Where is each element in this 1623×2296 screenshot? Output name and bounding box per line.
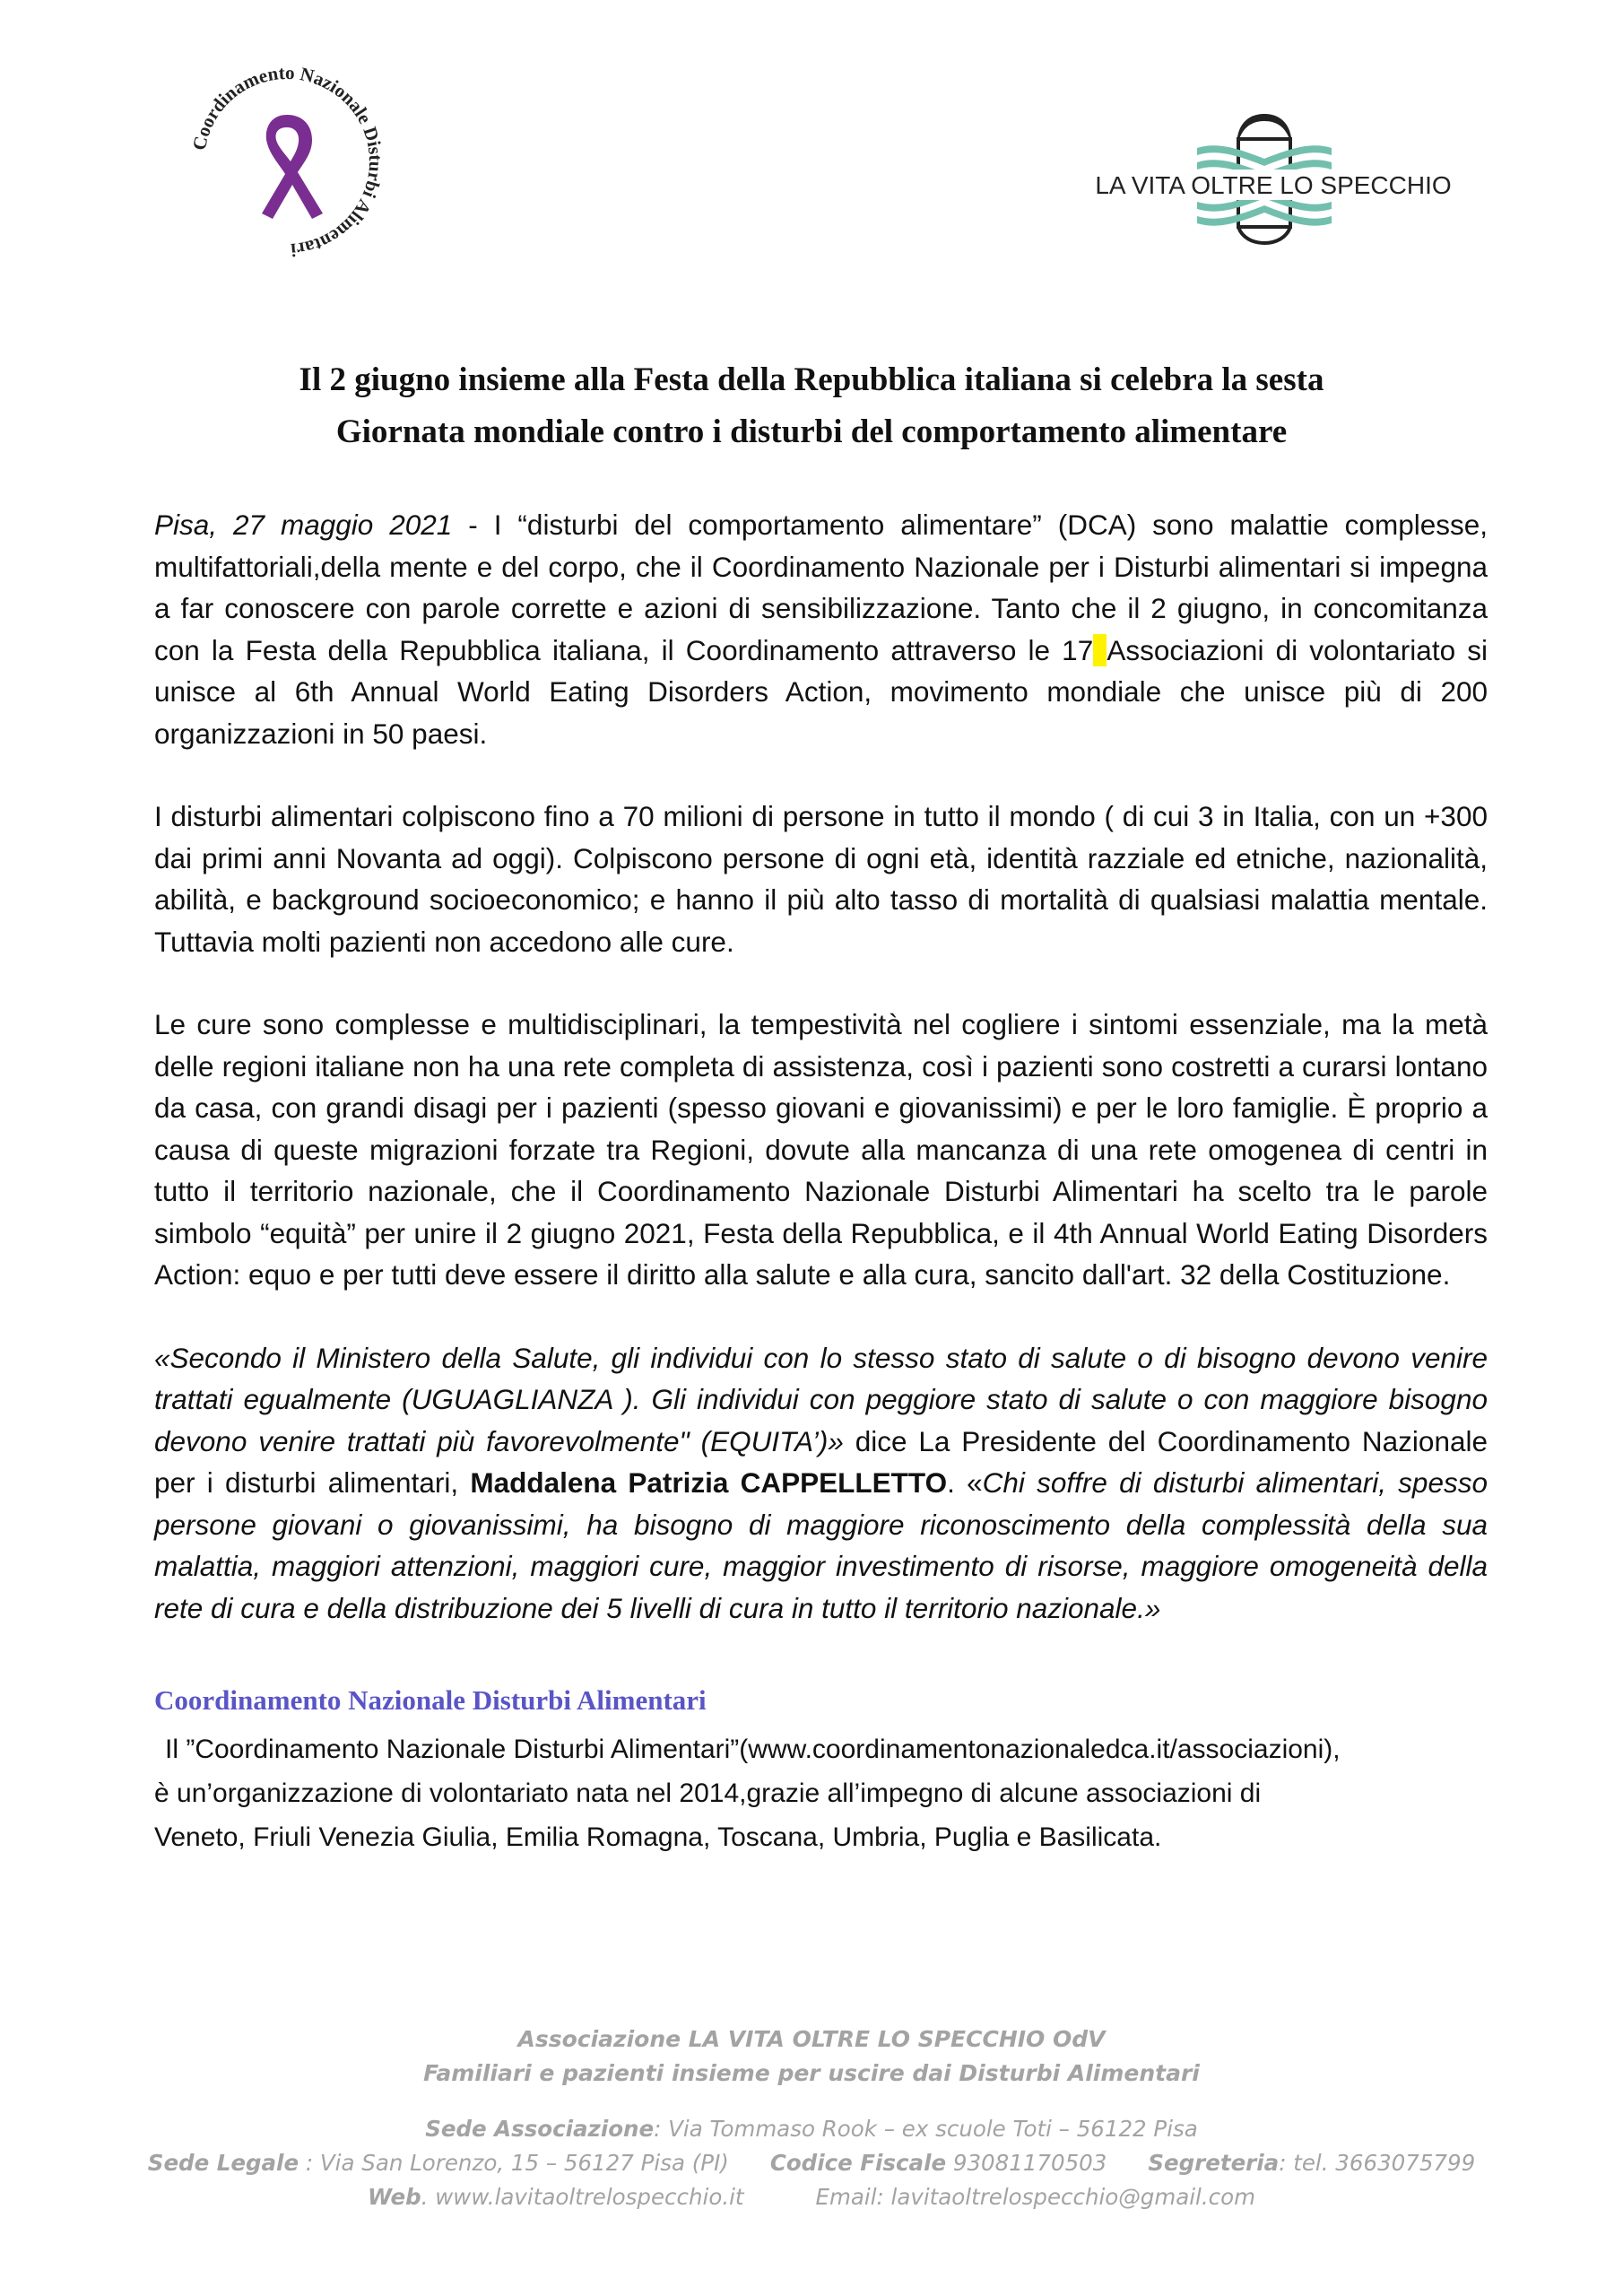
p4-plain: dice La Presidente del Coordinamento Nazionale per i disturbi alimentari, bbox=[154, 1424, 1488, 1499]
p1-text-b: Associazioni di volontariato si unisce al 6th Annual World Eating Disorders Action, movimento mondiale che unisce più di 200 organizzazioni in 50 paesi. bbox=[154, 633, 1488, 750]
la-vita-oltre-lo-specchio-logo bbox=[1081, 103, 1466, 251]
paragraph-4 bbox=[154, 1337, 1488, 1630]
legale-label: Sede Legale bbox=[147, 2150, 299, 2176]
footer-tagline: Familiari e pazienti insieme per uscire dai Disturbi Alimentari bbox=[423, 2060, 1200, 2086]
title-line-2: Giornata mondiale contro i disturbi del comportamento alimentare bbox=[335, 413, 1288, 450]
paragraph-3: Le cure sono complesse e multidisciplinari, la tempestività nel cogliere i sintomi essenziale, ma la metà delle regioni italiane non ha una rete completa di assistenza, così i pazienti sono costretti a curarsi lontano da casa, con grandi disagi per i pazienti (spesso giovani e giovanissimi) e per le loro famiglie. È proprio a causa di queste migrazioni forzate tra Regioni, dovute alla mancanza di una rete omogenea di centri in tutto il territorio nazionale, che il Coordinamento Nazionale Disturbi Alimentari ha scelto tra le parole simbolo “equità” per unire il 2 giugno 2021, Festa della Repubblica, e il 4th Annual World Eating Disorders Action: equo e per tutti deve essere il diritto alla salute e alla cura, sancito dall'art. 32 della Costituzione. bbox=[154, 1008, 1488, 1291]
footer-association: Associazione LA VITA OLTRE LO SPECCHIO OdV bbox=[517, 2026, 1106, 2052]
coordinamento-logo bbox=[179, 54, 395, 269]
paragraph-2: I disturbi alimentari colpiscono fino a 70 milioni di persone in tutto il mondo ( di cui 3 in Italia, con un +300 dai primi anni Novanta ad oggi). Colpiscono persone di ogni età, identità razziale ed etniche, nazionalità, abilità, e background socioeconomico; e hanno il più alto tasso di mortalità di qualsiasi malattia mentale. Tuttavia molti pazienti non accedono alle cure. bbox=[154, 800, 1488, 958]
footer-legal bbox=[0, 2146, 1623, 2180]
segreteria-value: : tel. 3663075799 bbox=[1279, 2150, 1476, 2176]
dateline: Pisa, 27 maggio 2021 bbox=[154, 509, 453, 541]
section-line-1: Il ”Coordinamento Nazionale Disturbi Alimentari”(www.coordinamentonazionaledca.it/associazioni), bbox=[165, 1735, 1341, 1764]
legale-value: : Via San Lorenzo, 15 – 56127 Pisa (PI) bbox=[299, 2150, 729, 2176]
cf-value: 93081170503 bbox=[946, 2150, 1107, 2176]
p4-after-name: . « bbox=[947, 1466, 983, 1499]
p1-text-a: - I “disturbi del comportamento alimentare” (DCA) sono malattie complesse, multifattoriali,della mente e del corpo, che il Coordinamento Nazionale per i Disturbi alimentari si impegna a far conoscere con parole corrette e azioni di sensibilizzazione. Tanto che il 2 giugno, in concomitanza con la Festa della Repubblica italiana, il Coordinamento attraverso le 17 bbox=[154, 509, 1488, 666]
quote-president: Chi soffre di disturbi alimentari, spesso persone giovani o giovanissimi, ha bisogno di maggiore riconoscimento della complessità della sua malattia, maggiori attenzioni, maggiori cure, maggior investimento di risorse, maggiore omogeneità della rete di cura e della distribuzione dei 5 livelli di cura in tutto il territorio nazionale.» bbox=[154, 1466, 1488, 1624]
page-title bbox=[135, 354, 1488, 458]
section-title: Coordinamento Nazionale Disturbi Alimentari bbox=[154, 1684, 707, 1716]
president-name: Maddalena Patrizia CAPPELLETTO bbox=[470, 1466, 948, 1499]
highlight-mark bbox=[1093, 634, 1107, 666]
email-link[interactable]: Email: lavitaoltrelospecchio@gmail.com bbox=[815, 2184, 1255, 2210]
ribbon-icon bbox=[262, 115, 323, 219]
sede-value: : Via Tommaso Rook – ex scuole Toti – 56122 Pisa bbox=[654, 2116, 1198, 2142]
cf-label: Codice Fiscale bbox=[769, 2150, 947, 2176]
section-line-3: Veneto, Friuli Venezia Giulia, Emilia Romagna, Toscana, Umbria, Puglia e Basilicata. bbox=[154, 1822, 1162, 1852]
segreteria-label: Segreteria bbox=[1148, 2150, 1280, 2176]
coordinamento-logo-text: Coordinamento Nazionale Disturbi Alimentari bbox=[187, 61, 387, 261]
section-text bbox=[154, 1727, 1488, 1859]
footer-sede bbox=[0, 2112, 1623, 2146]
title-line-1: Il 2 giugno insieme alla Festa della Repubblica italiana si celebra la sesta bbox=[299, 361, 1324, 398]
article-body bbox=[154, 504, 1488, 1859]
quote-ministero: «Secondo il Ministero della Salute, gli individui con lo stesso stato di salute o di bisogno devono venire trattati egualmente (UGUAGLIANZA ). Gli individui con peggiore stato di salute o con maggiore bisogno devono venire trattati più favorevolmente" (EQUITA’)» bbox=[154, 1341, 1488, 1457]
sede-label: Sede Associazione bbox=[425, 2116, 655, 2142]
section-line-2: è un’organizzazione di volontariato nata nel 2014,grazie all’impegno di alcune associazioni di bbox=[154, 1779, 1262, 1808]
web-link[interactable]: . www.lavitaoltrelospecchio.it bbox=[421, 2184, 744, 2210]
web-label: Web bbox=[368, 2184, 421, 2210]
footer-contacts bbox=[0, 2180, 1623, 2214]
la-vita-logo-text: LA VITA OLTRE LO SPECCHIO bbox=[1095, 171, 1452, 199]
page-footer bbox=[0, 2022, 1623, 2214]
paragraph-1 bbox=[154, 504, 1488, 754]
